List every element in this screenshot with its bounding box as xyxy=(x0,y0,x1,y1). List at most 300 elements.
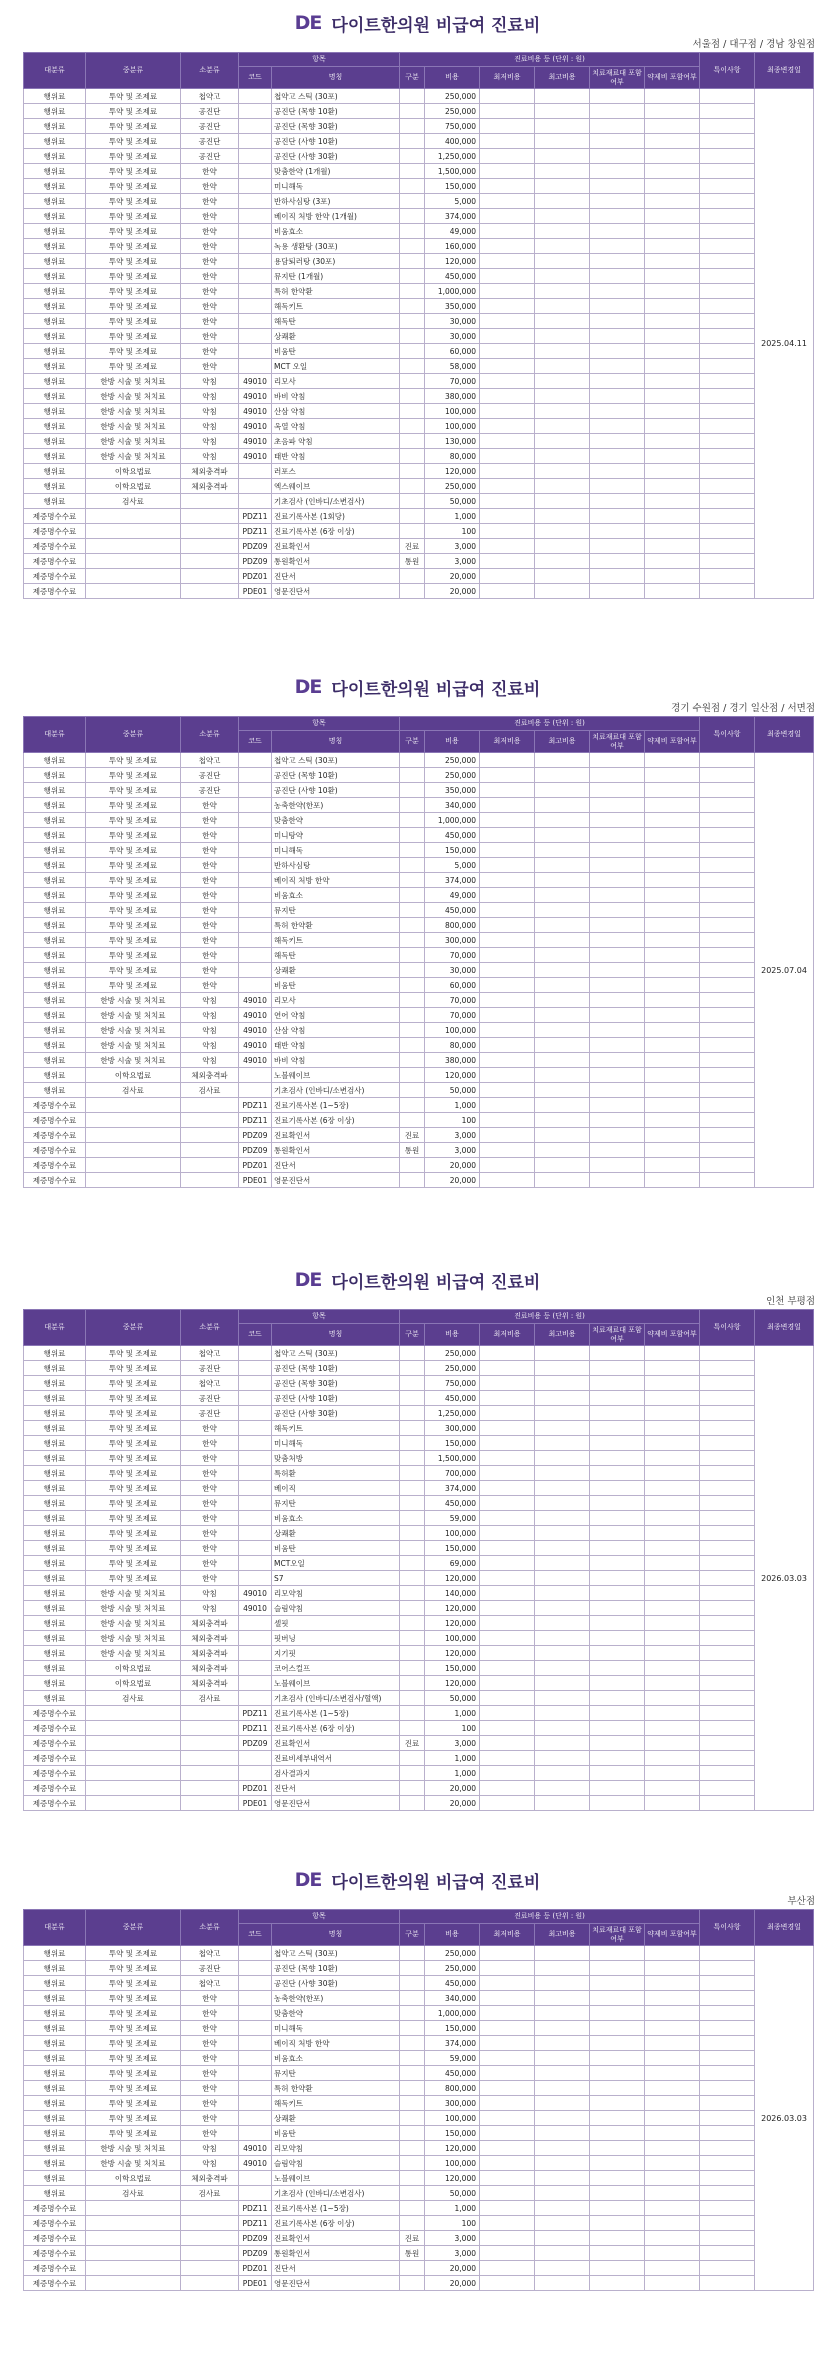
cell-minor: 공진단 xyxy=(181,134,239,149)
cell-special xyxy=(700,524,755,539)
cell-cost: 50,000 xyxy=(425,1691,480,1706)
cell-special xyxy=(700,149,755,164)
table-row xyxy=(24,2276,814,2291)
cell-special xyxy=(700,164,755,179)
cell-minor: 공진단 xyxy=(181,104,239,119)
cell-gubun xyxy=(400,1661,425,1676)
cell-major: 행위료 xyxy=(24,224,86,239)
cell-name: 첩약고 스틱 (30포) xyxy=(272,1346,400,1361)
cell-name: 통원확인서 xyxy=(272,1143,400,1158)
cell-gubun xyxy=(400,768,425,783)
header-special: 특이사항 xyxy=(700,1910,755,1946)
cell-code xyxy=(239,284,272,299)
cell-code xyxy=(239,1361,272,1376)
cell-max-cost xyxy=(535,1038,590,1053)
cell-special xyxy=(700,1616,755,1631)
cell-material-included xyxy=(590,903,645,918)
cell-minor: 체외충격파 xyxy=(181,479,239,494)
cell-special xyxy=(700,389,755,404)
cell-code xyxy=(239,254,272,269)
cell-mid: 이학요법료 xyxy=(86,1676,181,1691)
table-row xyxy=(24,1053,814,1068)
cell-major: 행위료 xyxy=(24,1496,86,1511)
cell-name: 영문진단서 xyxy=(272,1796,400,1811)
title-row xyxy=(0,1265,835,1295)
cell-code: 49010 xyxy=(239,1601,272,1616)
table-row xyxy=(24,768,814,783)
cell-min-cost xyxy=(480,1068,535,1083)
cell-name: 진료기록사본 (6장 이상) xyxy=(272,2216,400,2231)
cell-gubun xyxy=(400,1721,425,1736)
cell-mid: 검사료 xyxy=(86,1083,181,1098)
cell-mid: 투약 및 조제료 xyxy=(86,254,181,269)
cell-major: 제증명수수료 xyxy=(24,2246,86,2261)
cell-cost: 1,250,000 xyxy=(425,149,480,164)
cell-name: 핏버닝 xyxy=(272,1631,400,1646)
cell-major: 행위료 xyxy=(24,1083,86,1098)
cell-max-cost xyxy=(535,2261,590,2276)
cell-minor: 첩약고 xyxy=(181,89,239,104)
cell-major: 행위료 xyxy=(24,404,86,419)
cell-name: 상쾌환 xyxy=(272,963,400,978)
cell-minor: 한약 xyxy=(181,329,239,344)
cell-code: 49010 xyxy=(239,1586,272,1601)
cell-cost: 140,000 xyxy=(425,1586,480,1601)
table-row xyxy=(24,419,814,434)
cell-major: 행위료 xyxy=(24,858,86,873)
cell-min-cost xyxy=(480,419,535,434)
cell-major: 행위료 xyxy=(24,344,86,359)
table-row xyxy=(24,2096,814,2111)
cell-max-cost xyxy=(535,1346,590,1361)
cell-special xyxy=(700,434,755,449)
cell-minor xyxy=(181,1173,239,1188)
cell-special xyxy=(700,509,755,524)
cell-gubun xyxy=(400,2126,425,2141)
cell-code xyxy=(239,948,272,963)
cell-major: 행위료 xyxy=(24,948,86,963)
cell-max-cost xyxy=(535,254,590,269)
table-row xyxy=(24,903,814,918)
cell-gubun xyxy=(400,2081,425,2096)
cell-material-included xyxy=(590,2111,645,2126)
cell-name: 바비 약침 xyxy=(272,389,400,404)
cell-drug-included xyxy=(645,554,700,569)
cell-code xyxy=(239,2066,272,2081)
cell-name: 뮤지탄 xyxy=(272,2066,400,2081)
cell-special xyxy=(700,1691,755,1706)
cell-code: PDZ11 xyxy=(239,509,272,524)
cell-material-included xyxy=(590,284,645,299)
cell-mid: 이학요법료 xyxy=(86,1661,181,1676)
cell-min-cost xyxy=(480,569,535,584)
cell-cost: 300,000 xyxy=(425,933,480,948)
cell-gubun xyxy=(400,2036,425,2051)
table-row xyxy=(24,1706,814,1721)
header-min-cost: 최저비용 xyxy=(480,67,535,89)
cell-drug-included xyxy=(645,104,700,119)
cell-drug-included xyxy=(645,1976,700,1991)
cell-major: 행위료 xyxy=(24,843,86,858)
cell-major: 행위료 xyxy=(24,753,86,768)
table-row xyxy=(24,179,814,194)
price-section xyxy=(0,672,835,1188)
cell-minor: 한약 xyxy=(181,209,239,224)
cell-material-included xyxy=(590,1143,645,1158)
cell-mid: 한방 시술 및 처치료 xyxy=(86,993,181,1008)
cell-name: 엑스웨이브 xyxy=(272,479,400,494)
cell-material-included xyxy=(590,194,645,209)
cell-cost: 59,000 xyxy=(425,1511,480,1526)
cell-minor: 한약 xyxy=(181,1571,239,1586)
cell-special xyxy=(700,1143,755,1158)
cell-special xyxy=(700,329,755,344)
cell-major: 행위료 xyxy=(24,1571,86,1586)
table-row xyxy=(24,404,814,419)
cell-min-cost xyxy=(480,89,535,104)
cell-major: 행위료 xyxy=(24,194,86,209)
cell-cost: 450,000 xyxy=(425,1496,480,1511)
cell-cost: 120,000 xyxy=(425,1068,480,1083)
cell-drug-included xyxy=(645,1526,700,1541)
cell-drug-included xyxy=(645,149,700,164)
cell-material-included xyxy=(590,569,645,584)
cell-drug-included xyxy=(645,1346,700,1361)
cell-minor: 첩약고 xyxy=(181,1976,239,1991)
cell-material-included xyxy=(590,389,645,404)
cell-code: 49010 xyxy=(239,2156,272,2171)
cell-code: PDZ11 xyxy=(239,1706,272,1721)
cell-special xyxy=(700,1751,755,1766)
clinic-logo: DE xyxy=(294,1269,322,1291)
cell-name: 뮤지탄 (1개월) xyxy=(272,269,400,284)
cell-min-cost xyxy=(480,314,535,329)
cell-code xyxy=(239,314,272,329)
cell-cost: 20,000 xyxy=(425,584,480,599)
table-row xyxy=(24,2201,814,2216)
cell-drug-included xyxy=(645,224,700,239)
table-row xyxy=(24,858,814,873)
table-row xyxy=(24,1961,814,1976)
cell-code: PDZ01 xyxy=(239,1781,272,1796)
cell-cost: 340,000 xyxy=(425,1991,480,2006)
cell-minor: 한약 xyxy=(181,194,239,209)
table-row xyxy=(24,524,814,539)
cell-major: 제증명수수료 xyxy=(24,1736,86,1751)
cell-drug-included xyxy=(645,1781,700,1796)
cell-gubun xyxy=(400,993,425,1008)
cell-minor: 한약 xyxy=(181,2021,239,2036)
cell-drug-included xyxy=(645,119,700,134)
cell-cost: 450,000 xyxy=(425,269,480,284)
cell-minor: 한약 xyxy=(181,269,239,284)
cell-gubun: 통원 xyxy=(400,554,425,569)
cell-cost: 150,000 xyxy=(425,1661,480,1676)
cell-code: 49010 xyxy=(239,993,272,1008)
cell-drug-included xyxy=(645,768,700,783)
cell-mid: 투약 및 조제료 xyxy=(86,1466,181,1481)
cell-code xyxy=(239,768,272,783)
cell-gubun xyxy=(400,1796,425,1811)
cell-mid xyxy=(86,1173,181,1188)
cell-material-included xyxy=(590,299,645,314)
table-row xyxy=(24,1691,814,1706)
table-row xyxy=(24,1376,814,1391)
cell-minor: 공진단 xyxy=(181,1406,239,1421)
cell-name: 진단서 xyxy=(272,1158,400,1173)
cell-min-cost xyxy=(480,479,535,494)
cell-minor: 한약 xyxy=(181,2081,239,2096)
cell-major: 행위료 xyxy=(24,1526,86,1541)
cell-code: PDE01 xyxy=(239,1796,272,1811)
cell-material-included xyxy=(590,554,645,569)
cell-major: 행위료 xyxy=(24,1631,86,1646)
cell-cost: 20,000 xyxy=(425,1781,480,1796)
table-row xyxy=(24,813,814,828)
cell-major: 제증명수수료 xyxy=(24,1706,86,1721)
cell-gubun xyxy=(400,1053,425,1068)
table-row xyxy=(24,1008,814,1023)
cell-mid: 한방 시술 및 처치료 xyxy=(86,2156,181,2171)
cell-drug-included xyxy=(645,1556,700,1571)
cell-drug-included xyxy=(645,1068,700,1083)
cell-minor xyxy=(181,2231,239,2246)
cell-code: PDE01 xyxy=(239,1173,272,1188)
cell-mid: 한방 시술 및 처치료 xyxy=(86,1023,181,1038)
cell-max-cost xyxy=(535,933,590,948)
table-row xyxy=(24,2186,814,2201)
cell-min-cost xyxy=(480,359,535,374)
cell-min-cost xyxy=(480,1436,535,1451)
cell-max-cost xyxy=(535,828,590,843)
cell-mid xyxy=(86,584,181,599)
cell-major: 행위료 xyxy=(24,494,86,509)
cell-min-cost xyxy=(480,828,535,843)
cell-material-included xyxy=(590,434,645,449)
cell-drug-included xyxy=(645,1128,700,1143)
cell-material-included xyxy=(590,344,645,359)
cell-code xyxy=(239,179,272,194)
cell-minor xyxy=(181,1781,239,1796)
cell-minor: 체외충격파 xyxy=(181,1661,239,1676)
cell-special xyxy=(700,1781,755,1796)
cell-max-cost xyxy=(535,1766,590,1781)
cell-drug-included xyxy=(645,1691,700,1706)
cell-max-cost xyxy=(535,2186,590,2201)
cell-name: 노블웨이브 xyxy=(272,2171,400,2186)
cell-name: 산삼 약침 xyxy=(272,404,400,419)
cell-gubun xyxy=(400,1038,425,1053)
cell-cost: 1,000 xyxy=(425,1098,480,1113)
cell-min-cost xyxy=(480,918,535,933)
cell-name: 미니해독 xyxy=(272,2021,400,2036)
cell-cost: 80,000 xyxy=(425,449,480,464)
cell-gubun xyxy=(400,1083,425,1098)
cell-min-cost xyxy=(480,1736,535,1751)
cell-max-cost xyxy=(535,2231,590,2246)
cell-min-cost xyxy=(480,1751,535,1766)
cell-name: 진료기록사본 (1~5장) xyxy=(272,2201,400,2216)
cell-special xyxy=(700,494,755,509)
cell-name: 뮤지탄 xyxy=(272,903,400,918)
cell-mid xyxy=(86,1706,181,1721)
cell-mid: 투약 및 조제료 xyxy=(86,2126,181,2141)
last-changed-date: 2026.03.03 xyxy=(755,1946,814,2291)
cell-major: 행위료 xyxy=(24,873,86,888)
cell-mid: 투약 및 조제료 xyxy=(86,2051,181,2066)
cell-drug-included xyxy=(645,209,700,224)
cell-cost: 3,000 xyxy=(425,1143,480,1158)
cell-min-cost xyxy=(480,1083,535,1098)
cell-min-cost xyxy=(480,1158,535,1173)
cell-min-cost xyxy=(480,404,535,419)
cell-cost: 1,000,000 xyxy=(425,2006,480,2021)
cell-mid: 투약 및 조제료 xyxy=(86,813,181,828)
cell-code xyxy=(239,1436,272,1451)
cell-cost: 100,000 xyxy=(425,1023,480,1038)
cell-major: 행위료 xyxy=(24,1466,86,1481)
cell-name: 코어스컬프 xyxy=(272,1661,400,1676)
cell-minor: 한약 xyxy=(181,2111,239,2126)
header-name: 명칭 xyxy=(272,67,400,89)
cell-gubun xyxy=(400,449,425,464)
cell-gubun xyxy=(400,1781,425,1796)
cell-min-cost xyxy=(480,1601,535,1616)
cell-min-cost xyxy=(480,768,535,783)
cell-cost: 340,000 xyxy=(425,798,480,813)
cell-drug-included xyxy=(645,2021,700,2036)
cell-minor: 약침 xyxy=(181,2141,239,2156)
cell-code xyxy=(239,104,272,119)
cell-special xyxy=(700,1976,755,1991)
cell-special xyxy=(700,2141,755,2156)
cell-material-included xyxy=(590,464,645,479)
cell-code xyxy=(239,1391,272,1406)
cell-special xyxy=(700,1406,755,1421)
cell-mid: 이학요법료 xyxy=(86,2171,181,2186)
cell-mid: 한방 시술 및 처치료 xyxy=(86,449,181,464)
cell-drug-included xyxy=(645,2231,700,2246)
cell-code xyxy=(239,1068,272,1083)
cell-max-cost xyxy=(535,1706,590,1721)
cell-gubun xyxy=(400,344,425,359)
cell-mid xyxy=(86,1736,181,1751)
cell-cost: 100 xyxy=(425,524,480,539)
cell-drug-included xyxy=(645,2081,700,2096)
cell-cost: 20,000 xyxy=(425,1796,480,1811)
table-row xyxy=(24,1421,814,1436)
cell-major: 행위료 xyxy=(24,813,86,828)
cell-cost: 1,000,000 xyxy=(425,813,480,828)
last-changed-date: 2025.07.04 xyxy=(755,753,814,1188)
cell-min-cost xyxy=(480,1173,535,1188)
cell-special xyxy=(700,1068,755,1083)
cell-major: 행위료 xyxy=(24,1976,86,1991)
cell-min-cost xyxy=(480,464,535,479)
cell-name: 노블웨이브 xyxy=(272,1676,400,1691)
cell-material-included xyxy=(590,1541,645,1556)
cell-cost: 60,000 xyxy=(425,344,480,359)
cell-max-cost xyxy=(535,104,590,119)
cell-code xyxy=(239,1481,272,1496)
table-row xyxy=(24,164,814,179)
cell-minor xyxy=(181,1766,239,1781)
cell-min-cost xyxy=(480,1496,535,1511)
cell-min-cost xyxy=(480,978,535,993)
cell-mid: 한방 시술 및 처치료 xyxy=(86,419,181,434)
cell-drug-included xyxy=(645,1631,700,1646)
cell-major: 행위료 xyxy=(24,1691,86,1706)
cell-mid: 이학요법료 xyxy=(86,464,181,479)
page-title: 다이트한의원 비급여 진료비 xyxy=(331,1872,541,1893)
cell-gubun xyxy=(400,1691,425,1706)
cell-gubun xyxy=(400,1496,425,1511)
cell-cost: 800,000 xyxy=(425,2081,480,2096)
cell-code xyxy=(239,903,272,918)
header-minor: 소분류 xyxy=(181,1910,239,1946)
cell-cost: 100,000 xyxy=(425,419,480,434)
cell-max-cost xyxy=(535,269,590,284)
cell-material-included xyxy=(590,1391,645,1406)
cell-mid: 투약 및 조제료 xyxy=(86,1991,181,2006)
cell-mid: 투약 및 조제료 xyxy=(86,2021,181,2036)
cell-mid: 투약 및 조제료 xyxy=(86,194,181,209)
cell-code: 49010 xyxy=(239,419,272,434)
cell-special xyxy=(700,134,755,149)
cell-minor: 한약 xyxy=(181,903,239,918)
cell-minor xyxy=(181,509,239,524)
cell-minor: 체외충격파 xyxy=(181,1616,239,1631)
cell-min-cost xyxy=(480,1691,535,1706)
cell-max-cost xyxy=(535,948,590,963)
cell-major: 행위료 xyxy=(24,1376,86,1391)
cell-material-included xyxy=(590,2246,645,2261)
cell-max-cost xyxy=(535,224,590,239)
cell-code xyxy=(239,2096,272,2111)
cell-minor: 한약 xyxy=(181,2051,239,2066)
cell-name: 노블웨이브 xyxy=(272,1068,400,1083)
cell-major: 제증명수수료 xyxy=(24,524,86,539)
cell-major: 행위료 xyxy=(24,419,86,434)
cell-major: 제증명수수료 xyxy=(24,554,86,569)
cell-material-included xyxy=(590,1406,645,1421)
cell-name: 영문진단서 xyxy=(272,1173,400,1188)
cell-max-cost xyxy=(535,843,590,858)
cell-major: 행위료 xyxy=(24,164,86,179)
cell-min-cost xyxy=(480,2156,535,2171)
cell-special xyxy=(700,2126,755,2141)
header-code: 코드 xyxy=(239,1324,272,1346)
cell-material-included xyxy=(590,2186,645,2201)
cell-drug-included xyxy=(645,2006,700,2021)
table-row xyxy=(24,948,814,963)
cell-name: 농축한약(한포) xyxy=(272,798,400,813)
cell-special xyxy=(700,584,755,599)
cell-mid xyxy=(86,1158,181,1173)
cell-mid: 투약 및 조제료 xyxy=(86,359,181,374)
cell-minor: 약침 xyxy=(181,419,239,434)
cell-major: 행위료 xyxy=(24,239,86,254)
cell-name: MCT 오일 xyxy=(272,359,400,374)
cell-cost: 100,000 xyxy=(425,404,480,419)
table-row xyxy=(24,2261,814,2276)
cell-minor: 한약 xyxy=(181,179,239,194)
table-row xyxy=(24,1736,814,1751)
header-code: 코드 xyxy=(239,731,272,753)
header-material-included: 치료재료대 포함여부 xyxy=(590,67,645,89)
table-row xyxy=(24,873,814,888)
cell-gubun xyxy=(400,2021,425,2036)
